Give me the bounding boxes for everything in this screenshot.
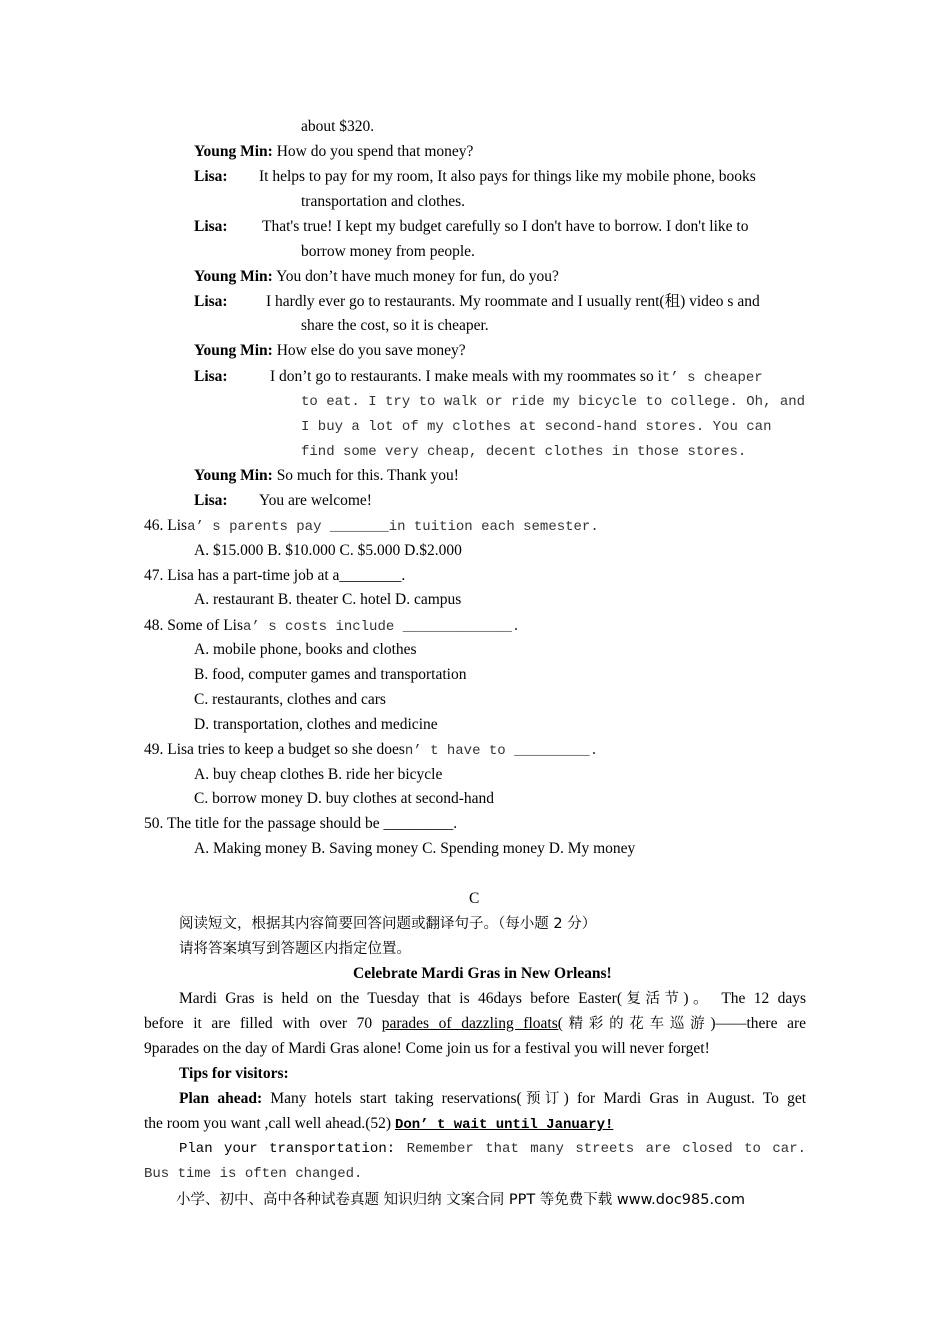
speaker-label: Young Min: <box>194 467 273 484</box>
dialogue-text: You don’t have much money for fun, do you? <box>276 268 559 285</box>
dialogue-text: You are welcome! <box>259 492 372 509</box>
passage-line: Plan your transportation: Remember that many streets are closed to car. <box>179 1141 806 1157</box>
translate-sentence: Don’ t wait until January! <box>394 1117 614 1133</box>
question-options: A. restaurant B. theater C. hotel D. campus <box>194 591 462 608</box>
section-letter: C <box>469 890 480 907</box>
speaker-label: Lisa: <box>194 368 228 385</box>
dialogue-line <box>194 466 459 486</box>
question-options: A. Making money B. Saving money C. Spending money D. My money <box>194 840 636 857</box>
dialogue-text: How do you spend that money? <box>276 143 474 160</box>
question-option: B. food, computer games and transportation <box>194 666 467 683</box>
passage-line: 9parades on the day of Mardi Gras alone! Come join us for a festival you will never forget! <box>144 1040 710 1057</box>
dialogue-text: How else do you save money? <box>276 342 466 359</box>
dialogue-text: I buy a lot of my clothes at second-hand stores. You can <box>301 419 772 435</box>
speaker-label: Young Min: <box>194 143 273 160</box>
tips-heading: Tips for visitors: <box>179 1065 289 1082</box>
passage-line: Mardi Gras is held on the Tuesday that is 46days before Easter(复活节)。 The 12 days <box>179 990 807 1007</box>
question-option: A. buy cheap clothes B. ride her bicycle <box>194 766 443 783</box>
dialogue-text: So much for this. Thank you! <box>276 467 459 484</box>
dialogue-line: about $320. <box>301 118 375 135</box>
dialogue-text: I hardly ever go to restaurants. My roommate and I usually rent(租) video s and <box>266 293 760 310</box>
footer-text: 小学、初中、高中各种试卷真题 知识归纳 文案合同 PPT 等免费下载 www.doc985.com <box>176 1192 746 1208</box>
speaker-label: Lisa: <box>194 218 228 235</box>
dialogue-text: share the cost, so it is cheaper. <box>301 317 489 334</box>
passage-line: Bus time is often changed. <box>144 1166 363 1182</box>
passage-line: Plan ahead: Many hotels start taking reservations(预订) for Mardi Gras in August. To get <box>179 1090 807 1107</box>
dialogue-line <box>194 142 473 162</box>
question-stem: 49. Lisa tries to keep a budget so she doesn’ t have to _________. <box>144 741 599 759</box>
speaker-label: Young Min: <box>194 268 273 285</box>
speaker-label: Young Min: <box>194 342 273 359</box>
dialogue-text: transportation and clothes. <box>301 193 465 210</box>
dialogue-text: I don’t go to restaurants. I make meals with my roommates so it’ s cheaper <box>270 368 763 386</box>
dialogue-line <box>194 267 559 287</box>
question-stem: 48. Some of Lisa’ s costs include _____________. <box>144 617 521 635</box>
question-stem: 46. Lisa’ s parents pay _______in tuition each semester. <box>144 517 599 535</box>
question-option: D. transportation, clothes and medicine <box>194 716 438 733</box>
question-option: C. borrow money D. buy clothes at second-hand <box>194 790 495 807</box>
instruction-text: 请将答案填写到答题区内指定位置。 <box>179 941 411 957</box>
passage-title: Celebrate Mardi Gras in New Orleans! <box>353 965 612 982</box>
dialogue-line <box>194 167 228 187</box>
dialogue-text: to eat. I try to walk or ride my bicycle to college. Oh, and <box>301 394 806 410</box>
passage-line: the room you want ,call well ahead.(52) Don’ t wait until January! <box>144 1115 614 1133</box>
dialogue-text: borrow money from people. <box>301 243 475 260</box>
speaker-label: Lisa: <box>194 492 228 509</box>
question-stem: 47. Lisa has a part-time job at a________. <box>144 567 406 584</box>
question-option: A. mobile phone, books and clothes <box>194 641 417 658</box>
dialogue-line <box>194 341 466 361</box>
speaker-label: Lisa: <box>194 168 228 185</box>
question-option: C. restaurants, clothes and cars <box>194 691 386 708</box>
dialogue-text: find some very cheap, decent clothes in those stores. <box>301 444 747 460</box>
instruction-text: 阅读短文，根据其内容简要回答问题或翻译句子。（每小题 2 分） <box>179 916 597 932</box>
question-stem: 50. The title for the passage should be _________. <box>144 815 458 832</box>
dialogue-text: That's true! I kept my budget carefully so I don't have to borrow. I don't like to <box>262 218 749 235</box>
question-options: A. $15.000 B. $10.000 C. $5.000 D.$2.000 <box>194 542 462 559</box>
speaker-label: Lisa: <box>194 293 228 310</box>
dialogue-text: It helps to pay for my room, It also pays for things like my mobile phone, books <box>259 168 756 185</box>
passage-line: before it are filled with over 70 parades of dazzling floats(精彩的花车巡游)——there are <box>144 1015 807 1032</box>
